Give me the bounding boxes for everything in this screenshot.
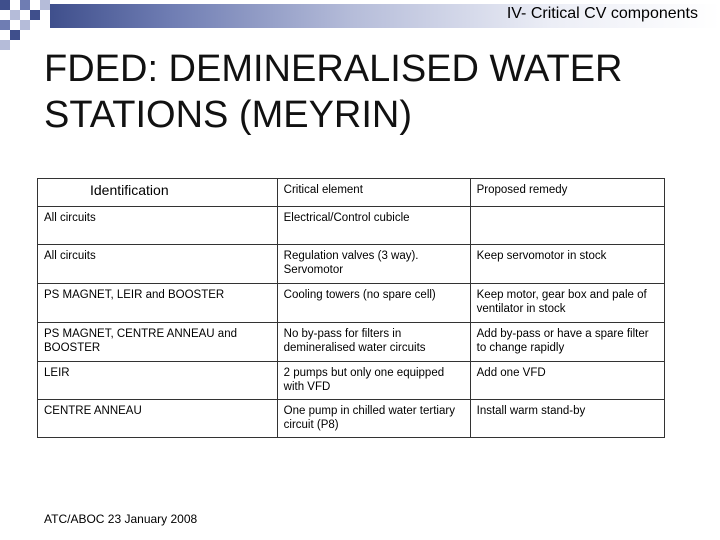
footer-text: ATC/ABOC 23 January 2008 — [44, 512, 198, 526]
cell-identification: PS MAGNET, LEIR and BOOSTER — [38, 284, 278, 323]
column-header-proposed-remedy: Proposed remedy — [470, 179, 664, 207]
cell-identification: PS MAGNET, CENTRE ANNEAU and BOOSTER — [38, 323, 278, 362]
cell-proposed-remedy: Keep motor, gear box and pale of ventilator in stock — [470, 284, 664, 323]
cell-identification: All circuits — [38, 245, 278, 284]
table-row — [38, 362, 665, 400]
column-header-identification: Identification — [38, 179, 278, 207]
cell-critical-element: Electrical/Control cubicle — [277, 207, 470, 245]
table-row — [38, 323, 665, 362]
cell-critical-element: Regulation valves (3 way). Servomotor — [277, 245, 470, 284]
cell-critical-element: Cooling towers (no spare cell) — [277, 284, 470, 323]
cell-proposed-remedy: Install warm stand-by — [470, 400, 664, 438]
cell-critical-element: No by-pass for filters in demineralised water circuits — [277, 323, 470, 362]
table-header-row — [38, 179, 665, 207]
column-header-critical-element: Critical element — [277, 179, 470, 207]
cell-proposed-remedy — [470, 207, 664, 245]
cell-identification: All circuits — [38, 207, 278, 245]
table-row — [38, 207, 665, 245]
cell-critical-element: One pump in chilled water tertiary circuit (P8) — [277, 400, 470, 438]
critical-components-table — [37, 178, 665, 438]
table-row — [38, 245, 665, 284]
cell-identification: CENTRE ANNEAU — [38, 400, 278, 438]
cell-proposed-remedy: Add by-pass or have a spare filter to change rapidly — [470, 323, 664, 362]
table-row — [38, 284, 665, 323]
cell-proposed-remedy: Keep servomotor in stock — [470, 245, 664, 284]
section-header: IV- Critical CV components — [506, 5, 698, 22]
cell-proposed-remedy: Add one VFD — [470, 362, 664, 400]
cell-identification: LEIR — [38, 362, 278, 400]
slide-title: FDED: DEMINERALISED WATER STATIONS (MEYRIN) — [44, 48, 623, 136]
checkered-decoration — [0, 0, 60, 50]
header-bar — [0, 0, 720, 30]
cell-critical-element: 2 pumps but only one equipped with VFD — [277, 362, 470, 400]
table-row — [38, 400, 665, 438]
